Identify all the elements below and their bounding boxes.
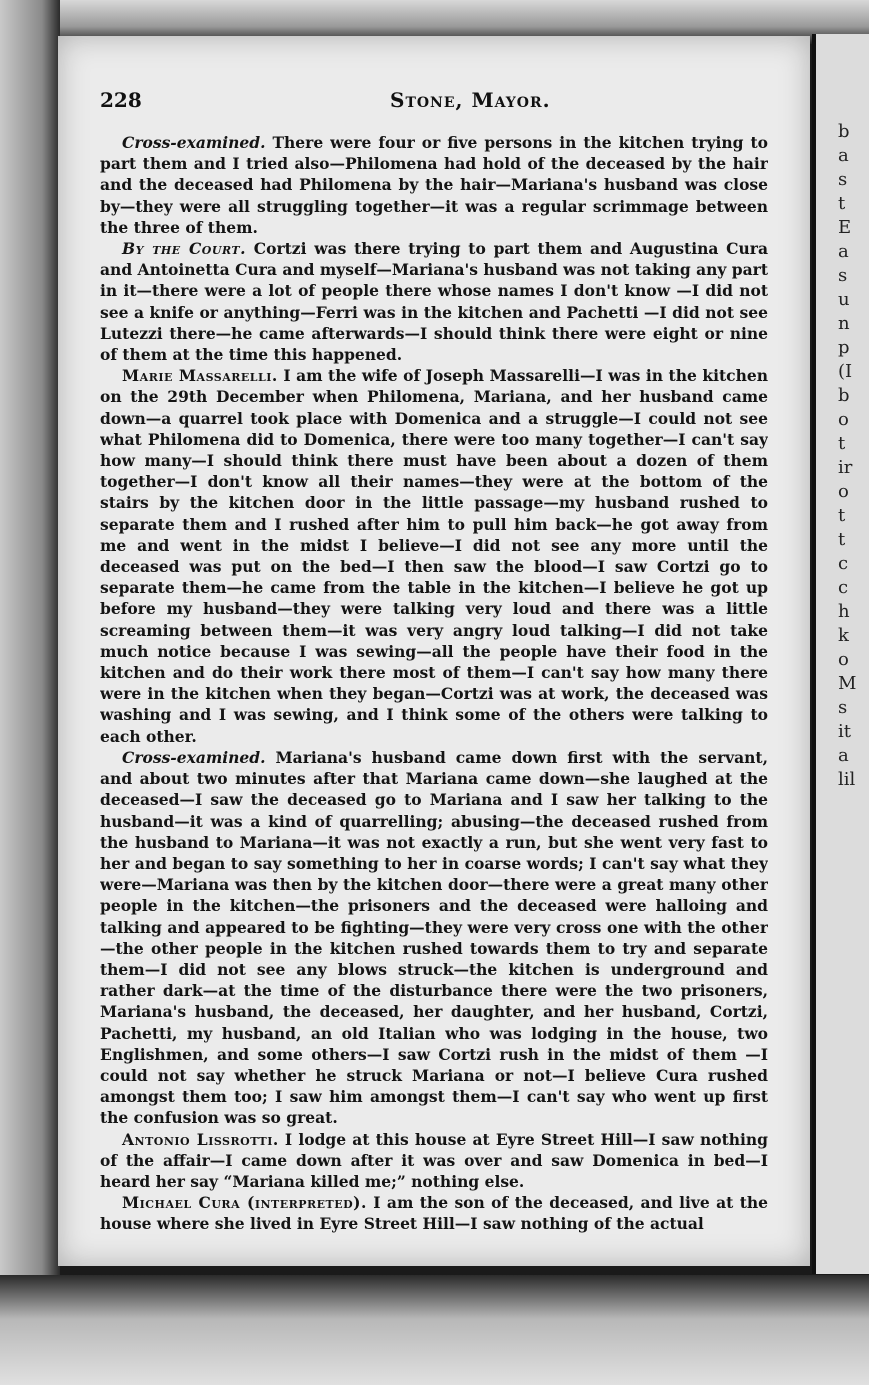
facing-fragment: c xyxy=(838,553,849,574)
facing-fragment: o xyxy=(838,481,849,502)
running-title: Stone, Mayor. xyxy=(390,88,551,112)
paragraph-lead: Marie Massarelli. xyxy=(122,366,278,386)
facing-fragment: n xyxy=(838,313,850,334)
paragraph xyxy=(100,132,768,238)
facing-fragment: k xyxy=(838,625,849,646)
facing-fragment: o xyxy=(838,409,849,430)
facing-fragment: ir xyxy=(838,457,853,478)
paragraph-text: I am the wife of Joseph Massarelli—I was in the kitchen on the 29th December when Philomena, Mariana, and her husband came down—a quarrel took place with Domenica and a struggle—I could not see what Philomena did to Domenica, there were too many together—I can't say how many—I should think there must have been about a dozen of them together—I don't know all their names—they were at the bottom of the stairs by the kitchen door in the little passage—my husband rushed to separate them and I rushed after him to pull him back—he got away from me and went in the midst I believe—I did not see any more until the deceased was put on the bed—I then saw the blood—I saw Cortzi go to separate them—he came from the table in the kitchen—I believe he got up before my husband—they were talking very loud and there was a little screaming between them—it was very angry loud talking—I did not take much notice because I was sewing—all the people have their food in the kitchen and do their work there most of them—I can't say how many there were in the kitchen when they began—Cortzi was at work, the deceased was washing and I was sewing, and I think some of the others were talking to each other. xyxy=(100,366,768,746)
page-body xyxy=(100,132,768,1252)
facing-fragment: c xyxy=(838,577,849,598)
facing-fragment: a xyxy=(838,745,849,766)
paragraph-text: I lodge at this house at Eyre Street Hill—I saw nothing of the affair—I came down after it was over and saw Domenica in bed—I heard her say “Mariana killed me;” nothing else. xyxy=(100,1129,768,1191)
paragraph-lead: Antonio Lissrotti. xyxy=(122,1129,279,1149)
facing-fragment: lil xyxy=(838,769,856,790)
facing-fragment: s xyxy=(838,169,848,190)
facing-fragment: o xyxy=(838,649,849,670)
paragraph xyxy=(100,1129,768,1193)
paragraph-text: I am the son of the deceased, and live at the house where she lived in Eyre Street Hill—I saw nothing of the actual xyxy=(100,1193,768,1234)
facing-fragment: E xyxy=(838,217,852,238)
facing-fragment: p xyxy=(838,337,850,358)
facing-fragment: t xyxy=(838,193,846,214)
paragraph-text: Cortzi was there trying to part them and Augustina Cura and Antoinetta Cura and myself—Mariana's husband was not taking any part in it—there were a lot of people there whose names I don't know —I did not see a knife or anything—Ferri was in the kitchen and Pachetti —I did not see Lutezzi there—he came afterwards—I should think there were eight or nine of them at the time this happened. xyxy=(100,239,768,365)
paragraph xyxy=(100,1192,768,1234)
paragraph xyxy=(100,365,768,747)
paragraph-text: There were four or five persons in the kitchen trying to part them and I tried also—Philomena had hold of the deceased by the hair and the deceased had Philomena by the hair—Mariana's husband was close by—they were all struggling together—it was a regular scrimmage between the three of them. xyxy=(100,133,768,237)
facing-fragment: M xyxy=(838,673,857,694)
facing-fragment: a xyxy=(838,241,849,262)
facing-fragment: h xyxy=(838,601,850,622)
facing-fragment: t xyxy=(838,433,846,454)
paragraph-lead: Cross-examined. xyxy=(122,747,266,767)
paragraph-lead: Cross-examined. xyxy=(122,133,266,152)
facing-fragment: b xyxy=(838,385,850,406)
facing-fragment: it xyxy=(838,721,851,742)
facing-fragment: s xyxy=(838,697,848,718)
facing-fragment: t xyxy=(838,529,846,550)
paragraph-lead: Michael Cura (interpreted). xyxy=(122,1193,367,1213)
paragraph xyxy=(100,747,768,1129)
facing-fragment: u xyxy=(838,289,850,310)
paragraph-text: Mariana's husband came down first with the servant, and about two minutes after that Mariana came down—she laughed at the deceased—I saw the deceased go to Mariana and I saw her talking to the husband—it was a kind of quarrelling; abusing—the deceased rushed from the husband to Mariana—it was not exactly a run, but she went very fast to her and began to say something to her in coarse words; I can't say what they were—Mariana was then by the kitchen door—there were a great many other people in the kitchen—the prisoners and the deceased were halloing and talking and appeared to be fighting—they were very cross one with the other—the other people in the kitchen rushed towards them to try and separate them—I did not see any blows struck—the kitchen is underground and rather dark—at the time of the disturbance there were the two prisoners, Mariana's husband, the deceased, her daughter, and her husband, Cortzi, Pachetti, my husband, an old Italian who was lodging in the house, two Englishmen, and some others—I saw Cortzi rush in the midst of them —I could not say whether he struck Mariana or not—I believe Cura rushed amongst them too; I saw him amongst them—I can't say who went up first the confusion was so great. xyxy=(100,747,768,1128)
facing-fragment: t xyxy=(838,505,846,526)
facing-fragment: b xyxy=(838,121,850,142)
page-number: 228 xyxy=(100,88,142,112)
scan-border-left xyxy=(0,0,60,1385)
facing-page-fragments xyxy=(838,120,868,792)
page-header xyxy=(100,88,768,118)
facing-fragment: (I xyxy=(838,361,853,382)
facing-fragment: s xyxy=(838,265,848,286)
paragraph-lead: By the Court. xyxy=(122,239,246,259)
facing-fragment: a xyxy=(838,145,849,166)
paragraph xyxy=(100,238,768,365)
scan-border-bottom xyxy=(0,1275,869,1385)
